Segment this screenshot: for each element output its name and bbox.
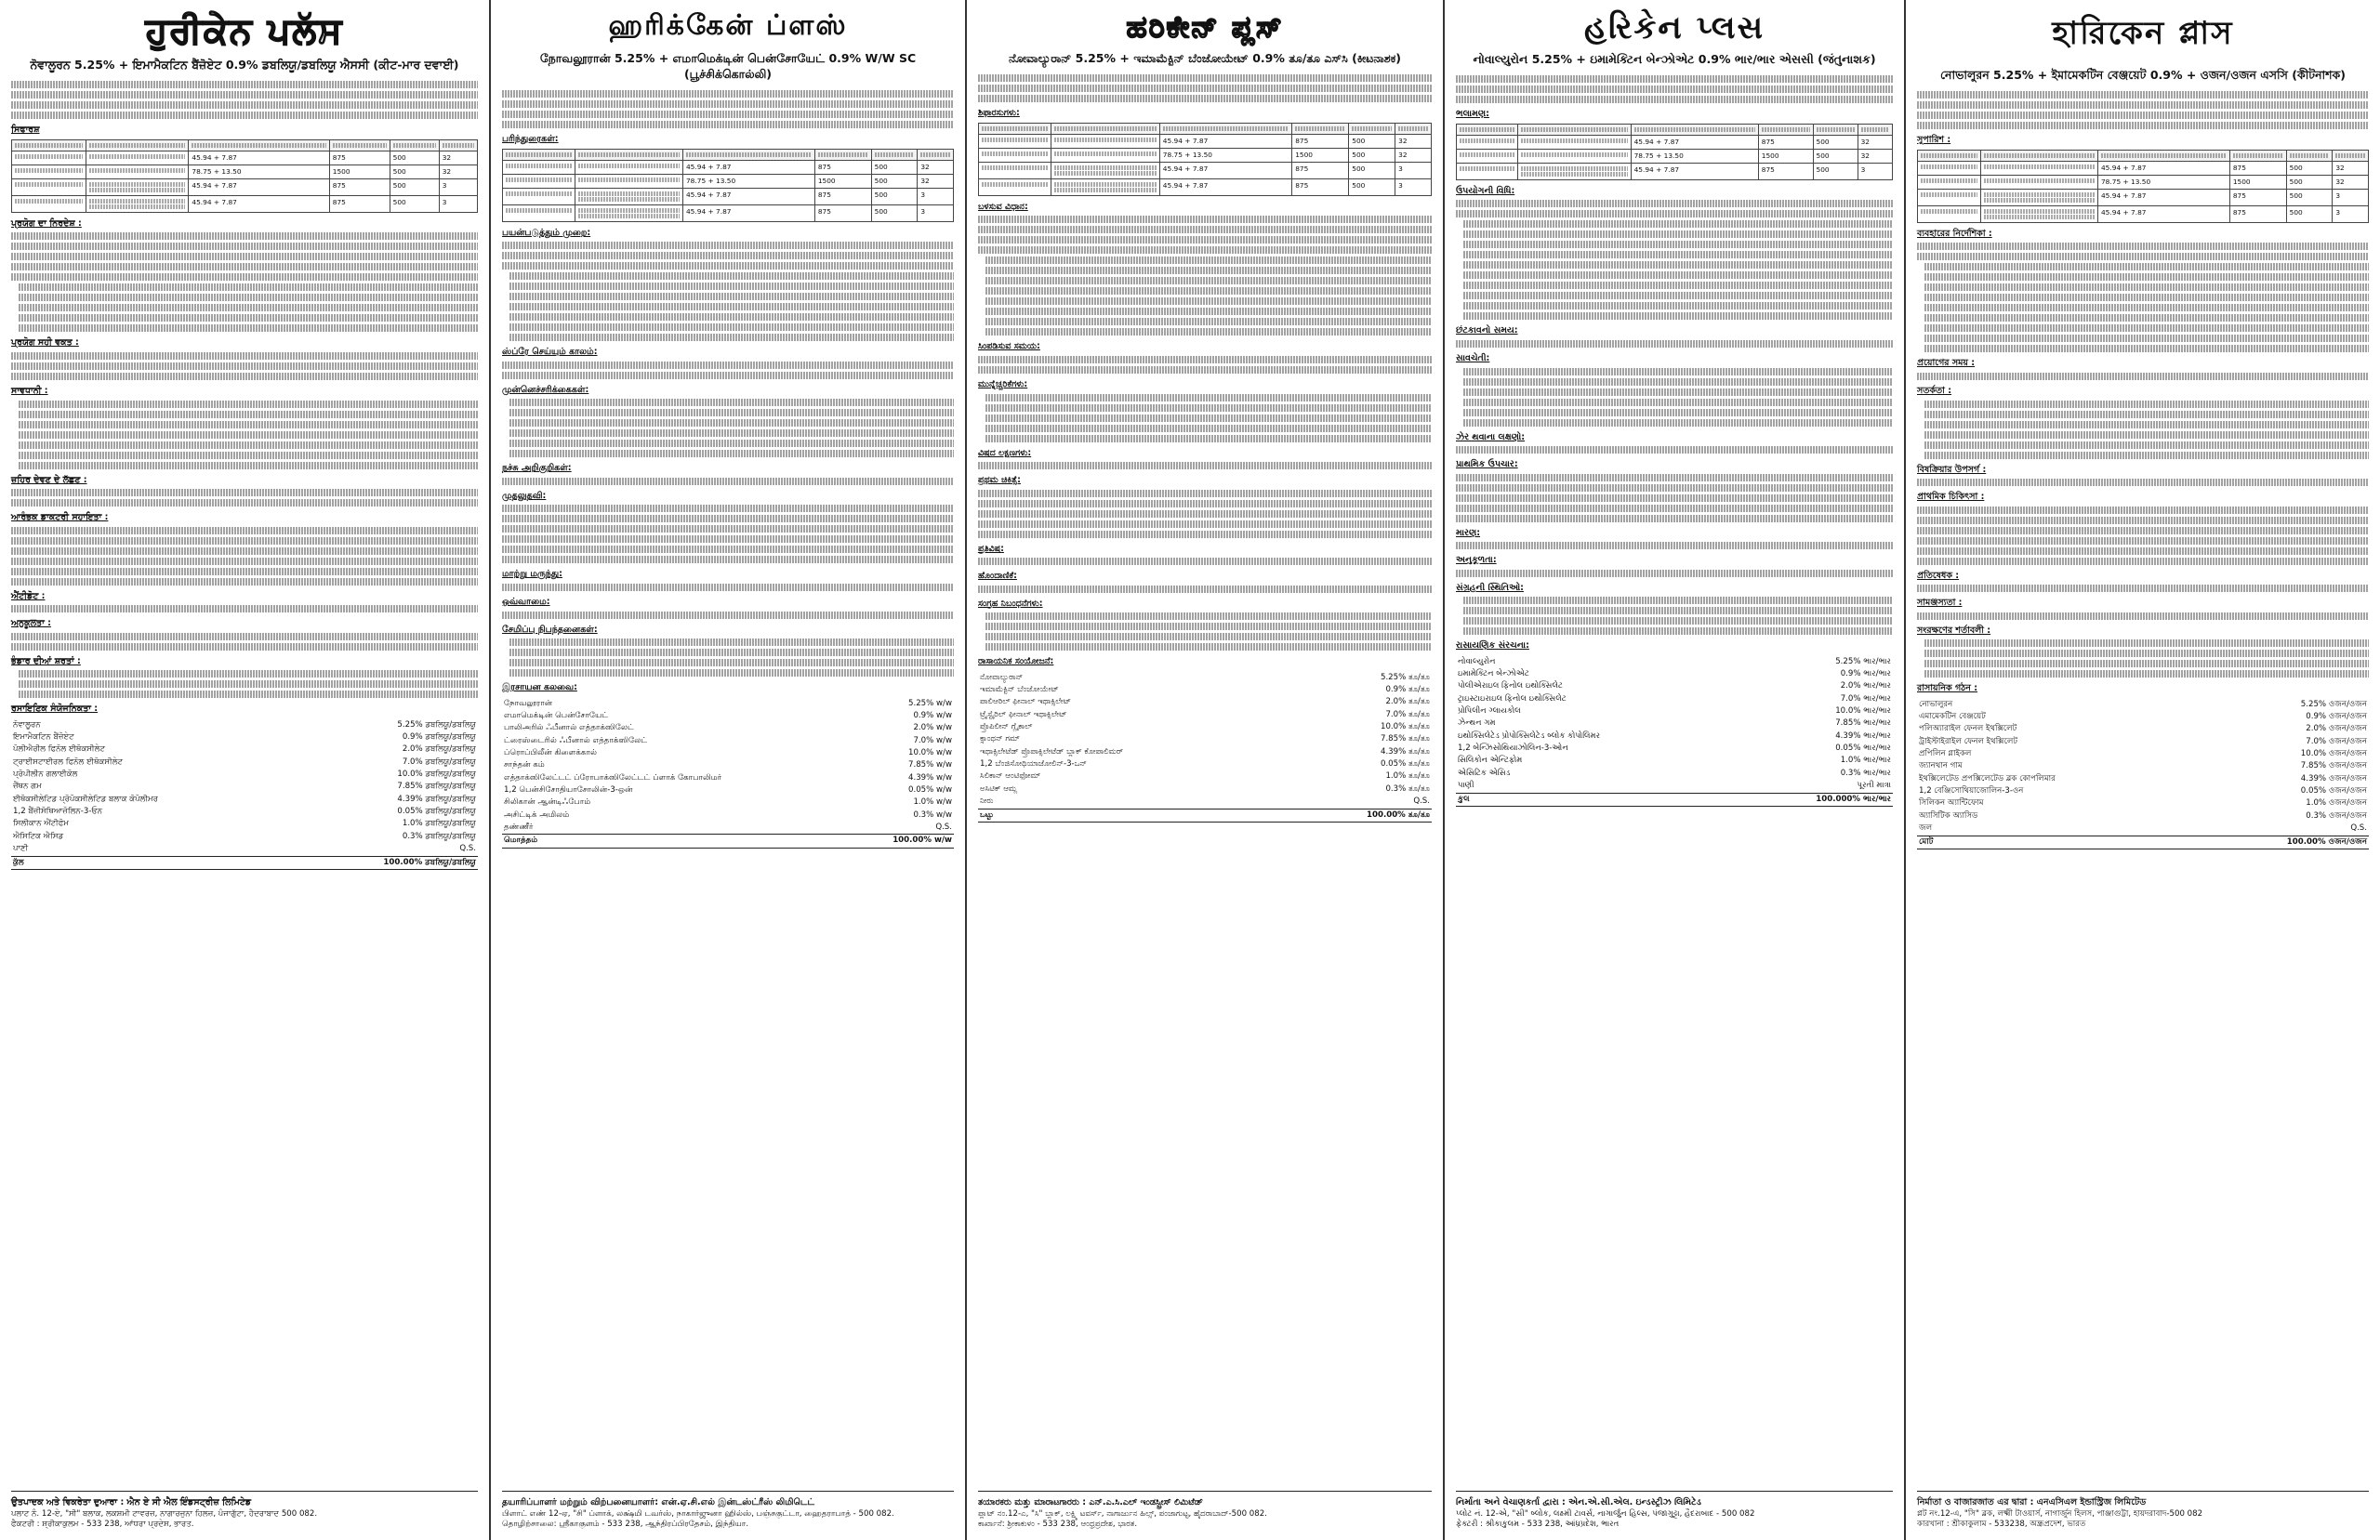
table-row: ਈਥੋਕਸੀਲੇਟਿਡ ਪ੍ਰੋਪੋਕਸੀਲੇਟਿਡ ਬਲਾਕ ਕੋਪੋਲੀਮਰ 4.39% ਡਬਲਿਯੂ/ਡਬਲਿਯੂ — [13, 794, 476, 804]
section-heading: বিষক্রিয়ার উপসর্গ : — [1917, 464, 1987, 475]
manufacturer-footer — [11, 1491, 478, 1531]
table-row: ઇથોક્સિલેટેડ પ્રોપોક્સિલેટેડ બ્લોક કોપોલિમર 4.39% ભાર/ભાર — [1458, 731, 1891, 741]
table-row: সিলিকন অ্যান্টিফোম 1.0% ওজন/ওজন — [1919, 798, 2367, 809]
section-heading: ಪ್ರಥಮ ಚಿಕಿತ್ಸೆ: — [978, 475, 1021, 486]
section-heading: ಸಂಗ್ರಹ ನಿಬಂಧನೆಗಳು: — [978, 598, 1043, 609]
table-row: பாலிஅரில் ஃபீனால் எத்தாக்ஸிலேட் 2.0% w/w — [504, 723, 952, 733]
section-heading: ઉપયોગની વિધિ: — [1456, 185, 1515, 196]
manufacturer-address: ਪਲਾਟ ਨੰ. 12-ਏ, "ਸੀ" ਬਲਾਕ, ਲਕਸ਼ਮੀ ਟਾਵਰਜ਼, ਨਾਗਾਰਜੁਨਾ ਹਿਲਜ਼, ਪੰਜਾਗੁੱਟਾ, ਹੈਦਰਾਬਾਦ 500 082. — [11, 1508, 318, 1519]
product-composition: নোভালুরন 5.25% + ইমামেকটিন বেঞ্জয়েট 0.9% + ওজন/ওজন এসসি (কীটনাশক) — [1939, 68, 2347, 82]
table-row: ট্রাইস্টাইরাইল ফেনল ইথক্সিলেট 7.0% ওজন/ওজন — [1919, 736, 2367, 746]
section-heading: மாற்று மருந்து: — [502, 569, 562, 580]
table-row: நோவலூரான் 5.25% w/w — [504, 698, 952, 708]
section-heading: ஸ்ப்ரே செய்யும் காலம்: — [502, 347, 598, 358]
table-row: ப்ரொப்பிலீன் கிளைக்கால் 10.0% w/w — [504, 747, 952, 757]
section-heading: રાસાયણિક સંરચના: — [1456, 640, 1529, 652]
label-body — [978, 74, 1432, 823]
ingredient-table — [978, 672, 1432, 823]
table-row: 45.94 + 7.87 875 500 3 — [1918, 189, 2369, 205]
section-heading: ஒவ்வாமை: — [502, 597, 550, 607]
table-row: 78.75 + 13.50 1500 500 32 — [12, 165, 478, 179]
table-row: এমামেকটিন বেঞ্জয়েট 0.9% ওজন/ওজন — [1919, 712, 2367, 722]
table-row: ਜ਼ੈਂਥਨ ਗਮ 7.85% ਡਬਲਿਯੂ/ਡਬਲਿਯੂ — [13, 782, 476, 792]
section-heading: ਸਾਵਧਾਨੀ : — [11, 386, 48, 396]
section-heading: મારણ: — [1456, 527, 1481, 538]
manufacturer-name: નિર્માતા અને વેચાણકર્તા દ્વારા : એન.એ.સી.એલ. ઇન્ડસ્ટ્રીઝ લિમિટેડ — [1456, 1497, 1701, 1507]
section-heading: ਪ੍ਰਯੋਗ ਸਹੀ ਵਕਤ : — [11, 337, 79, 349]
table-row: 45.94 + 7.87 875 500 3 — [1918, 205, 2369, 222]
section-heading: ઝેર થવાના લક્ષણો: — [1456, 431, 1526, 442]
table-row: 45.94 + 7.87 875 500 32 — [1918, 162, 2369, 176]
table-row: ட்ரைஸ்டைரில் ஃபீனால் எத்தாக்ஸிலேட் 7.0% w/w — [504, 735, 952, 745]
table-row: ਇਮਾਮੈਕਟਿਨ ਬੈਂਜ਼ੋਏਟ 0.9% ਡਬਲਿਯੂ/ਡਬਲਿਯੂ — [13, 732, 476, 743]
table-row: প্রপিলিন গ্লাইকল 10.0% ওজন/ওজন — [1919, 749, 2367, 759]
table-row: ಪಾಲಿಆರಿಲ್ ಫೀನಾಲ್ ಇಥಾಕ್ಸಿಲೇಟ್ 2.0% ತೂ/ತೂ — [980, 697, 1430, 707]
section-heading: பயன்படுத்தும் முறை: — [502, 227, 591, 238]
table-row: 78.75 + 13.50 1500 500 32 — [1457, 150, 1893, 164]
factory-address: ಕಾರ್ಖಾನೆ: ಶ್ರೀಕಾಕುಳಂ - 533 238, ಆಂಧ್ರಪ್ರದೇಶ, ಭಾರತ. — [978, 1520, 1138, 1530]
manufacturer-footer — [1917, 1491, 2369, 1531]
table-row: ઇમામેક્ટિન બેન્ઝોએટ 0.9% ભાર/ભાર — [1458, 669, 1891, 679]
table-row: 45.94 + 7.87 875 500 3 — [979, 178, 1432, 195]
table-row: ਟ੍ਰਾਈਸਟਾਈਰਲ ਫਿਨੋਲ ਈਥੋਕਸੀਲੇਟ 7.0% ਡਬਲਿਯੂ/ਡਬਲਿਯੂ — [13, 757, 476, 767]
table-row: 45.94 + 7.87 875 500 32 — [979, 135, 1432, 149]
table-row: অ্যাসিটিক অ্যাসিড 0.3% ওজন/ওজন — [1919, 810, 2367, 821]
table-row: சாந்தன் கம் 7.85% w/w — [504, 760, 952, 770]
section-heading: ರಾಸಾಯನಿಕ ಸಂಯೋಜನೆ: — [978, 656, 1054, 667]
table-row: পলিঅ্যারাইল ফেনল ইথক্সিলেট 2.0% ওজন/ওজন — [1919, 724, 2367, 734]
table-row: 45.94 + 7.87 875 500 32 — [12, 151, 478, 165]
ingredient-table — [11, 719, 478, 870]
crop-recommendation-table — [1917, 150, 2369, 223]
section-heading: நச்சு அறிகுறிகள்: — [502, 463, 572, 474]
label-body — [502, 90, 954, 849]
table-row: 1,2 বেঞ্জিসোথিয়াজোলিন-3-ওন 0.05% ওজন/ওজন — [1919, 786, 2367, 796]
section-heading: પ્રાથમિક ઉપચાર: — [1456, 459, 1518, 470]
table-row: 45.94 + 7.87 875 500 3 — [979, 162, 1432, 178]
section-heading: ব্যবহারের নির্দেশিকা : — [1917, 228, 1992, 239]
manufacturer-name: নির্মাতা ও বাজারজাত এর দ্বারা : এনএসিএল ইন্ডাস্ট্রিজ লিমিটেড — [1917, 1497, 2147, 1507]
table-row: 45.94 + 7.87 875 500 3 — [1457, 163, 1893, 179]
manufacturer-footer — [978, 1491, 1432, 1531]
total-row: ಒಟ್ಟು 100.00% ತೂ/ತೂ — [978, 809, 1432, 822]
crop-recommendation-table — [1456, 124, 1893, 180]
table-row: எத்தாக்ஸிலேட்டட் ப்ரோபாக்ஸிலேட்டட் ப்ளாக் கோபாலிமர் 4.39% w/w — [504, 772, 952, 783]
section-heading: பரிந்துரைகள்: — [502, 133, 559, 144]
product-composition: નોવાલ્યુરોન 5.25% + ઇમામેક્ટિન બેન્ઝોએટ 0.9% ભાર/ભાર એસસી (જંતુનાશક) — [1473, 52, 1876, 66]
table-row: ইথক্সিলেটেড প্রপক্সিলেটেড ব্লক কোপলিমার 4.39% ওজন/ওজন — [1919, 773, 2367, 783]
section-heading: இரசாயன கலவை: — [502, 682, 577, 693]
section-heading: সংরক্ষণের শর্তাবলী : — [1917, 625, 1991, 636]
label-column-tamil — [491, 0, 967, 1540]
table-row: ಇಥಾಕ್ಸಿಲೇಟೆಡ್ ಪ್ರೊಪಾಕ್ಸಿಲೇಟೆಡ್ ಬ್ಲಾಕ್ ಕೋಪಾಲಿಮರ್ 4.39% ತೂ/ತೂ — [980, 746, 1430, 757]
section-heading: ಪ್ರತಿವಿಷ: — [978, 543, 1004, 554]
table-row: 78.75 + 13.50 1500 500 32 — [1918, 176, 2369, 190]
product-composition: நோவலூரான் 5.25% + எமாமெக்டின் பென்சோயேட் 0.9% W/W SC (பூச்சிக்கொல்லி) — [539, 51, 917, 81]
section-heading: અનુકૂળતા: — [1456, 555, 1497, 566]
label-body — [11, 81, 478, 870]
section-heading: প্রতিষেধক : — [1917, 570, 1960, 581]
manufacturer-name: ਉਤਪਾਦਕ ਅਤੇ ਵਿਕਰੇਤਾ ਦੁਆਰਾ : ਐਨ ਏ ਸੀ ਐਲ ਇੰਡਸਟ੍ਰੀਜ਼ ਲਿਮਿਟੇਡ — [11, 1497, 252, 1507]
table-row: 78.75 + 13.50 1500 500 32 — [503, 175, 954, 189]
ingredient-table — [1917, 699, 2369, 849]
table-row: ਨੋਵਾਲੂਰਨ 5.25% ਡਬਲਿਯੂ/ਡਬਲਿਯੂ — [13, 719, 476, 730]
total-row: ਕੁੱਲ 100.00% ਡਬਲਿਯੂ/ਡਬਲਿਯੂ — [11, 856, 478, 869]
label-column-bengali — [1906, 0, 2380, 1540]
product-title: ਹੁਰੀਕੇਨ ਪਲੱਸ — [145, 9, 344, 51]
crop-recommendation-table — [11, 139, 478, 213]
crop-recommendation-table — [502, 149, 954, 222]
section-heading: ਰਸਾਇਣਿਕ ਸੰਯੋਜਨਿਕਤਾ : — [11, 704, 99, 715]
section-heading: முன்னெச்சரிக்கைகள்: — [502, 384, 589, 395]
section-heading: ವಿಷದ ಲಕ್ಷಣಗಳು: — [978, 447, 1032, 458]
section-heading: ਸਿਫਾਰਸ਼ — [11, 124, 40, 135]
section-heading: সতর্কতা : — [1917, 386, 1952, 396]
manufacturer-footer — [1456, 1491, 1893, 1531]
product-title: હરિકેન પ્લસ — [1583, 9, 1765, 46]
factory-address: தொழிற்சாலை: ஸ்ரீகாகுளம் - 533 238, ஆந்திரப்பிரதேசம், இந்தியா. — [502, 1520, 749, 1530]
manufacturer-address: ಪ್ಲಾಟ್ ನಂ.12-ಎ, "ಸಿ" ಬ್ಲಾಕ್, ಲಕ್ಷ್ಮಿ ಟವರ್ಸ್, ನಾಗಾರ್ಜುನ ಹಿಲ್ಸ್, ಪಂಜಾಗುಟ್ಟ, ಹೈದರಾಬಾದ್-500 082. — [978, 1508, 1267, 1519]
factory-address: ફેક્ટરી : શ્રીકાકુલમ - 533 238, આંધ્રપ્રદેશ, ભારત — [1456, 1520, 1620, 1530]
section-heading: સંગ્રહની સ્થિતિઓ: — [1456, 582, 1524, 593]
product-title: ஹரிக்கேன் ப்ளஸ் — [608, 9, 848, 42]
table-row: 1,2 બેન્ઝિસોથિયાઝોલિન-3-ઓન 0.05% ભાર/ભાર — [1458, 744, 1891, 754]
total-row: মোট 100.00% ওজন/ওজন — [1917, 836, 2369, 849]
label-column-kannada — [967, 0, 1445, 1540]
table-row: ટ્રાઇસ્ટાઇરાઇલ ફિનોલ ઇથોક્સિલેટ 7.0% ભાર/ભાર — [1458, 693, 1891, 704]
section-heading: ਅਨੁਕੂਲਤਾ : — [11, 618, 51, 629]
table-row: ਸਿਲੀਕਾਨ ਐਂਟੀਫੋਮ 1.0% ਡਬਲਿਯੂ/ਡਬਲਿਯੂ — [13, 819, 476, 829]
table-row: ਪੋਲੀਐਰੀਲ ਫਿਨੋਲ ਈਥੋਕਸੀਲੇਟ 2.0% ਡਬਲਿਯੂ/ਡਬਲਿਯੂ — [13, 744, 476, 755]
section-heading: প্রাথমিক চিকিৎসা : — [1917, 492, 1985, 503]
product-composition: ನೋವಾಲ್ಯುರಾನ್ 5.25% + ಇಮಾಮೆಕ್ಟಿನ್ ಬೆಂಜೋಯೇಟ್ 0.9% ತೂ/ತೂ ಎಸ್‌ಸಿ (ಕೀಟನಾಶಕ) — [1009, 51, 1401, 65]
manufacturer-footer — [502, 1491, 954, 1531]
manufacturer-address: પ્લોટ નં. 12-એ, "સી" બ્લોક, લક્ષ્મી ટાવર્સ, નાગાર્જુન હિલ્સ, પંજાગુટ્ટા, હૈદરાબાદ - 500 082 — [1456, 1508, 1755, 1519]
table-row: 78.75 + 13.50 1500 500 32 — [979, 149, 1432, 163]
table-row: એસિટિક એસિડ 0.3% ભાર/ભાર — [1458, 768, 1891, 778]
product-title: হারিকেন প্লাস — [2052, 15, 2234, 52]
table-row: પોલીએરાઇલ ફિનોલ ઇથોક્સિલેટ 2.0% ભાર/ભાર — [1458, 681, 1891, 691]
section-heading: সুপারিশ : — [1917, 134, 1951, 145]
section-heading: ಶಿಫಾರಸುಗಳು: — [978, 107, 1020, 118]
total-row: மொத்தம் 100.00% w/w — [502, 835, 954, 848]
table-row: 45.94 + 7.87 875 500 3 — [503, 204, 954, 221]
section-heading: ਪ੍ਰਯੋਗ ਦਾ ਨਿਰਦੇਸ਼ : — [11, 217, 82, 229]
table-row: 45.94 + 7.87 875 500 3 — [12, 195, 478, 212]
table-row: எமாமெக்டின் பென்சோயேட் 0.9% w/w — [504, 710, 952, 720]
table-row: 45.94 + 7.87 875 500 3 — [503, 188, 954, 204]
manufacturer-address: பிளாட் எண் 12-ஏ, "சி" ப்ளாக், லக்ஷ்மி டவர்ஸ், நாகார்ஜுனா ஹில்ஸ், பஞ்சகுட்டா, ஹைதராபாத் - 500 082. — [502, 1508, 894, 1519]
section-heading: ಹೊಂದಾಣಿಕೆ: — [978, 571, 1017, 582]
section-heading: ಬಳಸುವ ವಿಧಾನ: — [978, 201, 1028, 212]
table-row: ಅಸಿಟಿಕ್ ಆಮ್ಲ 0.3% ತೂ/ತೂ — [980, 783, 1430, 794]
ingredient-table — [502, 698, 954, 849]
table-row: ನೋವಾಲ್ಯುರಾನ್ 5.25% ತೂ/ತೂ — [980, 672, 1430, 682]
manufacturer-address: প্লট নং.12-এ, "সি" ব্লক, লক্ষ্মী টাওয়ার্স, নাগার্জুন হিলস, পাঞ্জাগুট্টা, হায়দরাবাদ-500 082 — [1917, 1508, 2203, 1519]
section-heading: ભલામણ: — [1456, 108, 1489, 119]
label-body — [1917, 91, 2369, 849]
factory-address: কারখানা : শ্রীকাকুলাম - 533238, অন্ধ্রপ্রদেশ, ভারত — [1917, 1520, 2086, 1530]
table-row: 45.94 + 7.87 875 500 32 — [1457, 136, 1893, 150]
table-row: 1,2 பென்சிசோதியாசோலின்-3-ஒன் 0.05% w/w — [504, 785, 952, 795]
label-body — [1456, 75, 1893, 807]
total-row: કુલ 100.000% ભાર/ભાર — [1456, 793, 1893, 806]
section-heading: ಸಿಂಪಡಿಸುವ ಸಮಯ: — [978, 341, 1040, 352]
table-row: জ্যানথান গাম 7.85% ওজন/ওজন — [1919, 761, 2367, 771]
section-heading: ਆਰੰਭਕ ਡਾਕਟਰੀ ਸਹਾਇਤਾ : — [11, 512, 109, 523]
table-row: ಇಮಾಮೆಕ್ಟಿನ್ ಬೆಂಜೋಯೇಟ್ 0.9% ತೂ/ತೂ — [980, 685, 1430, 695]
table-row: સિલિકોન એન્ટિફોમ 1.0% ભાર/ભાર — [1458, 756, 1891, 766]
ingredient-table — [1456, 656, 1893, 807]
factory-address: ਫੈਕਟਰੀ : ਸ਼੍ਰੀਕਾਕੁਲਮ - 533 238, ਆਂਧਰਾ ਪ੍ਰਦੇਸ਼, ਭਾਰਤ. — [11, 1520, 194, 1530]
table-row: પ્રોપિલીન ગ્લાયકોલ 10.0% ભાર/ભાર — [1458, 706, 1891, 717]
section-heading: ਐਂਟੀਡੋਟ : — [11, 590, 46, 601]
section-heading: প্রয়োগের সময় : — [1917, 358, 1976, 369]
table-row: ಪ್ರೊಪಿಲೀನ್ ಗ್ಲೈಕಾಲ್ 10.0% ತೂ/ತೂ — [980, 722, 1430, 732]
label-column-gujarati — [1445, 0, 1906, 1540]
section-heading: ಮುನ್ನೆಚ್ಚರಿಕೆಗಳು: — [978, 379, 1028, 389]
crop-recommendation-table — [978, 123, 1432, 196]
section-heading: சேமிப்பு நிபந்தனைகள்: — [502, 624, 598, 635]
table-row: ਪਾਣੀ Q.S. — [13, 844, 476, 854]
section-heading: সামঞ্জস্যতা : — [1917, 598, 1963, 609]
table-row: ಕ್ಸಾಂಥನ್ ಗಮ್ 7.85% ತೂ/ತೂ — [980, 734, 1430, 744]
label-column-punjabi — [0, 0, 491, 1540]
section-heading: রাসায়নিক গঠন : — [1917, 683, 1978, 694]
table-row: சிலிகான் ஆன்டிஃபோம் 1.0% w/w — [504, 797, 952, 808]
table-row: પાણી પૂરતી માત્રા — [1458, 781, 1891, 791]
section-heading: முதலுதவி: — [502, 490, 547, 501]
manufacturer-name: தயாரிப்பாளர் மற்றும் விற்பனையாளர்: என்.ஏ.சி.எல் இன்டஸ்ட்ரீஸ் லிமிடெட் — [502, 1497, 815, 1507]
table-row: ಸಿಲಿಕಾನ್ ಆಂಟಿಫೋಮ್ 1.0% ತೂ/ತೂ — [980, 771, 1430, 782]
table-row: அசிட்டிக் அமிலம் 0.3% w/w — [504, 809, 952, 820]
table-row: 1,2 ਬੈਂਜ਼ੀਸੋਥਿਆਜ਼ੋਲਿਨ-3-ਓਨ 0.05% ਡਬਲਿਯੂ/ਡਬਲਿਯੂ — [13, 807, 476, 817]
table-row: জল Q.S. — [1919, 823, 2367, 834]
table-row: નોવાલ્યુરોન 5.25% ભાર/ભાર — [1458, 656, 1891, 666]
table-row: ಟ್ರೈಸ್ಟೈರಿಲ್ ಫೀನಾಲ್ ಇಥಾಕ್ಸಿಲೇಟ್ 7.0% ತೂ/ತೂ — [980, 709, 1430, 719]
table-row: নোভালুরন 5.25% ওজন/ওজন — [1919, 699, 2367, 709]
table-row: 1,2 ಬೆಂಜಿಸೋಥಿಯಾಜೋಲಿನ್-3-ಒನ್ 0.05% ತೂ/ತೂ — [980, 759, 1430, 770]
section-heading: છંટકાવનો સમય: — [1456, 325, 1518, 336]
table-row: ਐਸਿਟਿਕ ਐਸਿਡ 0.3% ਡਬਲਿਯੂ/ਡਬਲਿਯੂ — [13, 831, 476, 841]
manufacturer-name: ತಯಾರಕರು ಮತ್ತು ಮಾರಾಟಗಾರರು : ಎನ್.ಎ.ಸಿ.ಎಲ್ ಇಂಡಸ್ಟ್ರೀಸ್ ಲಿಮಿಟೆಡ್ — [978, 1497, 1203, 1507]
table-row: ನೀರು Q.S. — [980, 796, 1430, 807]
section-heading: ਜ਼ਹਿਰ ਦੇਵਣ ਦੇ ਲੱਛਣ : — [11, 474, 87, 485]
product-composition: ਨੋਵਾਲੂਰਨ 5.25% + ਇਮਾਮੈਕਟਿਨ ਬੈਂਜ਼ੋਏਟ 0.9% ਡਬਲਿਯੂ/ਡਬਲਿਯੂ ਐਸਸੀ (ਕੀਟ-ਮਾਰ ਦਵਾਈ) — [30, 58, 459, 72]
table-row: ਪ੍ਰੋਪੀਲੀਨ ਗਲਾਈਕੋਲ 10.0% ਡਬਲਿਯੂ/ਡਬਲਿਯੂ — [13, 770, 476, 780]
table-row: 45.94 + 7.87 875 500 3 — [12, 178, 478, 195]
table-row: தண்ணீர் Q.S. — [504, 823, 952, 833]
table-row: 45.94 + 7.87 875 500 32 — [503, 161, 954, 175]
table-row: ઝેન્થન ગમ 7.85% ભાર/ભાર — [1458, 718, 1891, 729]
section-heading: સાવચેતી: — [1456, 353, 1490, 363]
section-heading: ਭੰਡਾਰ ਦੀਆਂ ਸ਼ਰਤਾਂ : — [11, 655, 81, 666]
product-title: ಹರಿಕೇನ್ ಪ್ಲಸ್ — [1126, 9, 1284, 45]
